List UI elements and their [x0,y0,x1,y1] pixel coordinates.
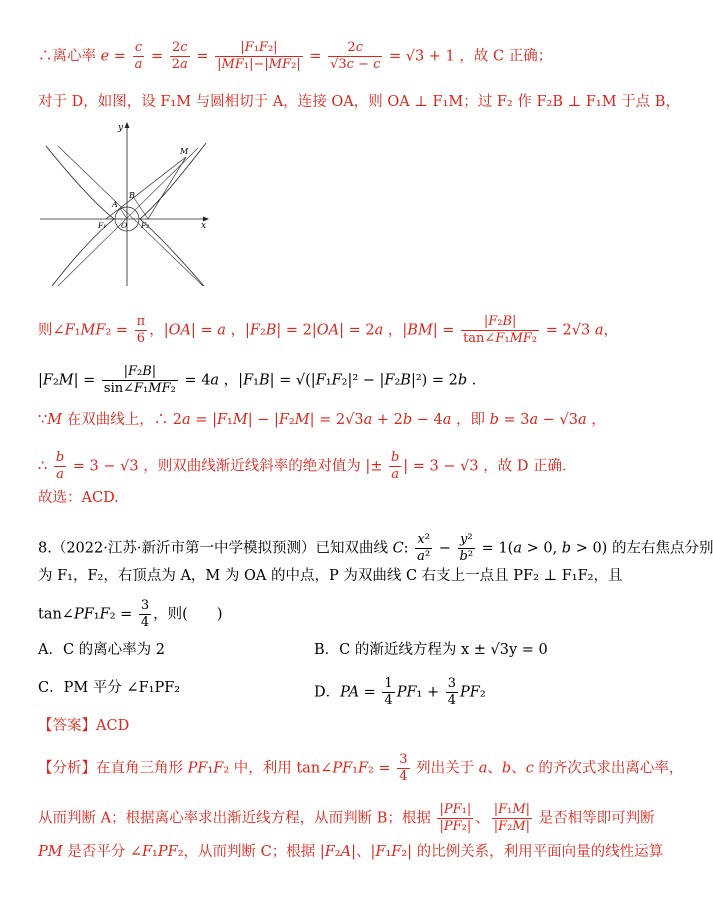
question-8-stem-1: 8.（2022·江苏·新沂市第一中学模拟预测）已知双曲线 C: $\frac{\text{x²}}{\text{a²}}$ − $\frac{\text{y²}}{\text{b²}}$ = 1(a > 0, b > 0) 的左右焦点分别 [38,532,713,564]
asymptote-1 [58,146,203,286]
label-x: x [201,221,207,231]
analysis-line-3: PM 是否平分 ∠F₁PF₂，从而判断 C；根据 |F₂A|、|F₁F₂| 的比例关系，利用平面向量的线性运算 [38,844,664,860]
solution-line-eccentricity: ∴离心率 e = $\frac{c}{a}$ = $\frac{2c}{2a}$ = $\frac{\text{|F₁F₂|}}{\text{|MF₁|−|MF₂|}}$ = $\frac{2c}{√3c - c}$ = √3 + 1 ，故 C 正确； [38,40,553,72]
option-d: D．PA = $\frac{1}{4}$ PF₁ + $\frac{3}{4}$ PF₂ [314,676,486,708]
label-y: y [118,123,124,133]
label-b: B [129,191,135,200]
y-axis-arrow [125,122,130,128]
label-a: A [112,200,118,209]
solution-line-d-setup: 对于 D，如图，设 F₁M 与圆相切于 A，连接 OA，则 OA ⊥ F₁M；过 F₂ 作 F₂B ⊥ F₁M 于点 B， [38,94,680,110]
solution-choice: 故选：ACD. [38,490,119,506]
solution-line-lengths: 则∠F₁MF₂ = $\frac{\pi}{6}$ ，|OA| = a ，|F₂B| = 2|OA| = 2a ，|BM| = $\frac{\text{|F₂B|}}{\text{tan∠F₁MF₂}}$ = 2√3 a， [38,314,618,346]
label-f2: F₂ [141,221,150,230]
option-a: A．C 的离心率为 2 [38,642,166,658]
segment-f2b [134,198,148,219]
option-c: C．PM 平分 ∠F₁PF₂ [38,680,181,696]
segment-f2m [148,157,186,219]
analysis-line-1: 【分析】在直角三角形 PF₁F₂ 中，利用 tan∠PF₁F₂ = $\frac{3}{4}$ 列出关于 a、b、c 的齐次式求出离心率， [38,752,684,784]
label-f1: F₁ [98,221,107,230]
label-o: O [121,221,128,230]
question-8-stem-2: 为 F₁，F₂，右顶点为 A，M 为 OA 的中点，P 为双曲线 C 右支上一点且 PF₂ ⊥ F₁F₂，且 [38,568,623,584]
hyperbola-right-branch [140,143,206,286]
label-m: M [180,147,189,156]
asymptote-2 [58,148,198,286]
solution-line-on-hyperbola: ∵M 在双曲线上，∴ 2a = |F₁M| − |F₂M| = 2√3a + 2b − 4a ，即 b = 3a − √3a ， [38,412,606,428]
analysis-line-2: 从而判断 A；根据离心率求出渐近线方程，从而判断 B；根据 $\frac{\text{|PF₁|}}{\text{|PF₂|}}$ 、 $\frac{\text{|F₁M|}}{\text{|F₂M|}}$ 是否相等即可判断 [38,802,655,834]
solution-line-slope: ∴ $\frac{b}{a}$ = 3 − √3 ，则双曲线渐近线斜率的绝对值为 |± $\frac{b}{a}$ | = 3 − √3 ，故 D 正确． [38,450,577,482]
option-b: B．C 的渐近线方程为 x ± √3y = 0 [314,642,548,658]
solution-line-f2m: |F₂M| = $\frac{\text{|F₂B|}}{\text{sin∠F₁MF₂}}$ = 4a ，|F₁B| = √(|F₁F₂|² − |F₂B|²) = 2b ． [38,364,487,396]
segment-f1m [106,157,186,219]
hyperbola-figure [38,118,218,288]
question-8-stem-3: tan∠PF₁F₂ = $\frac{3}{4}$ ，则( ) [38,598,223,630]
answer-line: 【答案】ACD [38,718,130,734]
